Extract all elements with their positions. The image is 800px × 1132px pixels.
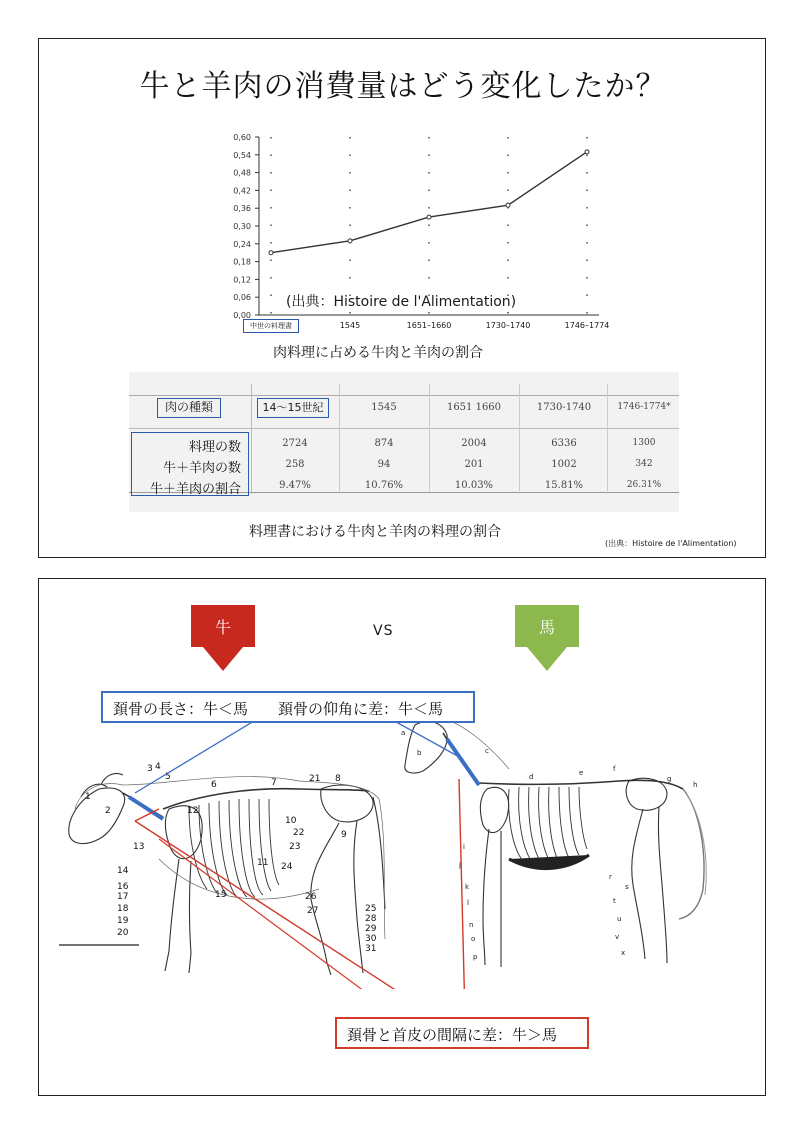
horse-skeleton [405, 709, 706, 967]
x-tick-label: 1545 [339, 321, 361, 330]
svg-text:d: d [529, 773, 534, 781]
data-point [506, 203, 510, 207]
table-col-rule [519, 384, 520, 494]
cow-part-number: 27 [307, 906, 319, 916]
y-tick-label: 0,00 [233, 311, 251, 320]
header-label: 肉の種類 [164, 400, 213, 414]
table-cell: 9.47% [279, 480, 311, 491]
table-cell: 2724 [282, 438, 308, 449]
header-first-box [257, 398, 329, 418]
table-cell: 342 [635, 459, 653, 469]
x-tick-label: 1651–1660 [406, 321, 452, 330]
svg-text:j: j [459, 861, 461, 869]
svg-text:o: o [471, 935, 476, 943]
cow-part-number: 23 [289, 842, 301, 852]
meat-consumption-panel [38, 38, 766, 558]
header-col: 1545 [371, 402, 397, 413]
cow-part-number: 18 [117, 904, 129, 914]
anatomy-panel [38, 578, 766, 1096]
svg-text:s: s [625, 883, 629, 891]
cow-part-number: 14 [117, 866, 129, 876]
table-col-rule [429, 384, 430, 494]
svg-text:v: v [615, 933, 620, 941]
header-col: 1730-1740 [536, 402, 592, 413]
skeleton-drawings [39, 689, 767, 989]
table-cell: 6336 [551, 438, 577, 449]
svg-text:b: b [417, 749, 422, 757]
table-cell: 94 [377, 459, 391, 470]
cow-part-number: 4 [155, 762, 161, 772]
cow-part-number: 10 [285, 816, 297, 826]
table-col-rule [607, 384, 608, 494]
y-tick-label: 0,06 [233, 293, 251, 303]
y-tick-label: 0,48 [233, 168, 251, 178]
row-label: 料理の数 [188, 440, 241, 455]
cow-part-numbers [85, 762, 377, 954]
cow-label: 牛 [214, 618, 231, 637]
cow-part-number: 3 [147, 764, 153, 774]
svg-text:a: a [401, 729, 406, 737]
table-cell: 26.31% [626, 480, 662, 490]
cow-part-number: 24 [281, 862, 293, 872]
page-title: 牛と羊肉の消費量はどう変化したか？ [139, 69, 667, 104]
data-point [427, 215, 431, 219]
cow-part-number: 16 [117, 882, 129, 892]
svg-text:h: h [693, 781, 698, 789]
y-tick-label: 0,60 [233, 133, 251, 142]
horse-part-letters [401, 729, 697, 961]
cow-part-number: 29 [365, 924, 377, 934]
svg-text:r: r [609, 873, 612, 881]
svg-text:n: n [469, 921, 474, 929]
cow-part-number: 7 [271, 778, 277, 788]
cow-part-number: 28 [365, 914, 377, 924]
horse-label: 馬 [538, 618, 555, 637]
meat-table [129, 372, 679, 512]
red-note-box [335, 1017, 589, 1049]
red-note-text: 頚骨と首皮の間隔に差：牛＞馬 [347, 1026, 558, 1044]
x-axis-labels [199, 319, 619, 339]
table-col-rule [339, 384, 340, 494]
cow-part-number: 9 [341, 830, 347, 840]
cow-part-number: 22 [293, 828, 305, 838]
cow-part-number: 30 [365, 934, 377, 944]
svg-text:l: l [467, 899, 469, 907]
cow-part-number: 25 [365, 904, 377, 914]
svg-text:t: t [613, 897, 616, 905]
chart-source-note: (出典：Histoire de l'Alimentation) [286, 294, 517, 310]
y-tick-label: 0,24 [233, 239, 251, 249]
cow-arrow [187, 605, 259, 673]
header-col: 1746-1774* [617, 402, 671, 412]
table-cell: 10.03% [454, 480, 494, 491]
svg-text:x: x [621, 949, 626, 957]
data-point [585, 150, 589, 154]
series-line [271, 152, 587, 253]
y-tick-label: 0,54 [233, 150, 251, 160]
svg-text:f: f [613, 765, 616, 773]
cow-part-number: 20 [117, 928, 129, 938]
table-cell: 2004 [461, 438, 487, 449]
svg-text:g: g [667, 775, 672, 783]
y-tick-label: 0,42 [233, 186, 251, 196]
cow-part-number: 11 [257, 858, 269, 868]
svg-text:u: u [617, 915, 622, 923]
row-label: 牛＋羊肉の割合 [149, 482, 241, 497]
cow-part-number: 1 [85, 792, 91, 802]
table-source-note: (出典：Histoire de l'Alimentation) [605, 539, 737, 548]
header-col: 1651 1660 [446, 402, 502, 413]
data-point [348, 239, 352, 243]
y-tick-label: 0,30 [233, 222, 251, 231]
horse-neck-highlight [447, 739, 479, 785]
cow-part-number: 31 [365, 944, 377, 954]
data-point [269, 251, 273, 255]
y-tick-label: 0,36 [233, 204, 251, 214]
cow-part-number: 19 [117, 916, 129, 926]
x-tick-label: 1746–1774 [564, 321, 610, 330]
cow-part-number: 2 [105, 806, 111, 816]
cow-part-number: 17 [117, 892, 129, 902]
chart-caption: 肉料理に占める牛肉と羊肉の割合 [273, 345, 483, 361]
red-connector-cow [135, 821, 437, 989]
cow-part-number: 8 [335, 774, 341, 784]
blue-note-text: 頚骨の長さ：牛＜馬 頚骨の仰角に差：牛＜馬 [113, 700, 444, 718]
header-label-box [157, 398, 221, 418]
table-caption: 料理書における牛肉と羊肉の料理の割合 [249, 524, 501, 540]
table-cell: 10.76% [364, 480, 404, 491]
table-cell: 15.81% [544, 480, 584, 491]
svg-text:k: k [465, 883, 470, 891]
blue-note-box [101, 691, 475, 723]
svg-text:c: c [485, 747, 489, 755]
table-cell: 1002 [551, 459, 577, 470]
table-cell: 874 [374, 438, 394, 449]
table-rule [129, 428, 679, 429]
x-tick-label: 中世の料理書 [243, 319, 299, 333]
header-first: 14〜15世紀 [262, 401, 324, 414]
cow-skeleton [59, 773, 385, 975]
horse-arrow [513, 605, 581, 673]
vs-label: VS [373, 623, 394, 639]
x-tick-label: 1730–1740 [485, 321, 531, 330]
table-cell: 1300 [632, 438, 656, 448]
table-cell: 201 [464, 459, 484, 470]
svg-text:e: e [579, 769, 584, 777]
y-tick-label: 0,12 [233, 275, 251, 285]
row-label: 牛＋羊肉の数 [162, 461, 241, 476]
svg-text:p: p [473, 953, 478, 961]
y-tick-label: 0,18 [233, 257, 251, 267]
cow-part-number: 6 [211, 780, 217, 790]
table-col-rule [251, 384, 252, 494]
cow-part-number: 26 [305, 892, 317, 902]
cow-part-number: 12 [187, 806, 199, 816]
cow-part-number: 13 [133, 842, 145, 852]
svg-text:i: i [463, 843, 465, 851]
cow-part-number: 21 [309, 774, 321, 784]
cow-part-number: 15 [215, 890, 227, 900]
table-cell: 258 [285, 459, 305, 470]
cow-part-number: 5 [165, 772, 171, 782]
table-rule [129, 395, 679, 396]
